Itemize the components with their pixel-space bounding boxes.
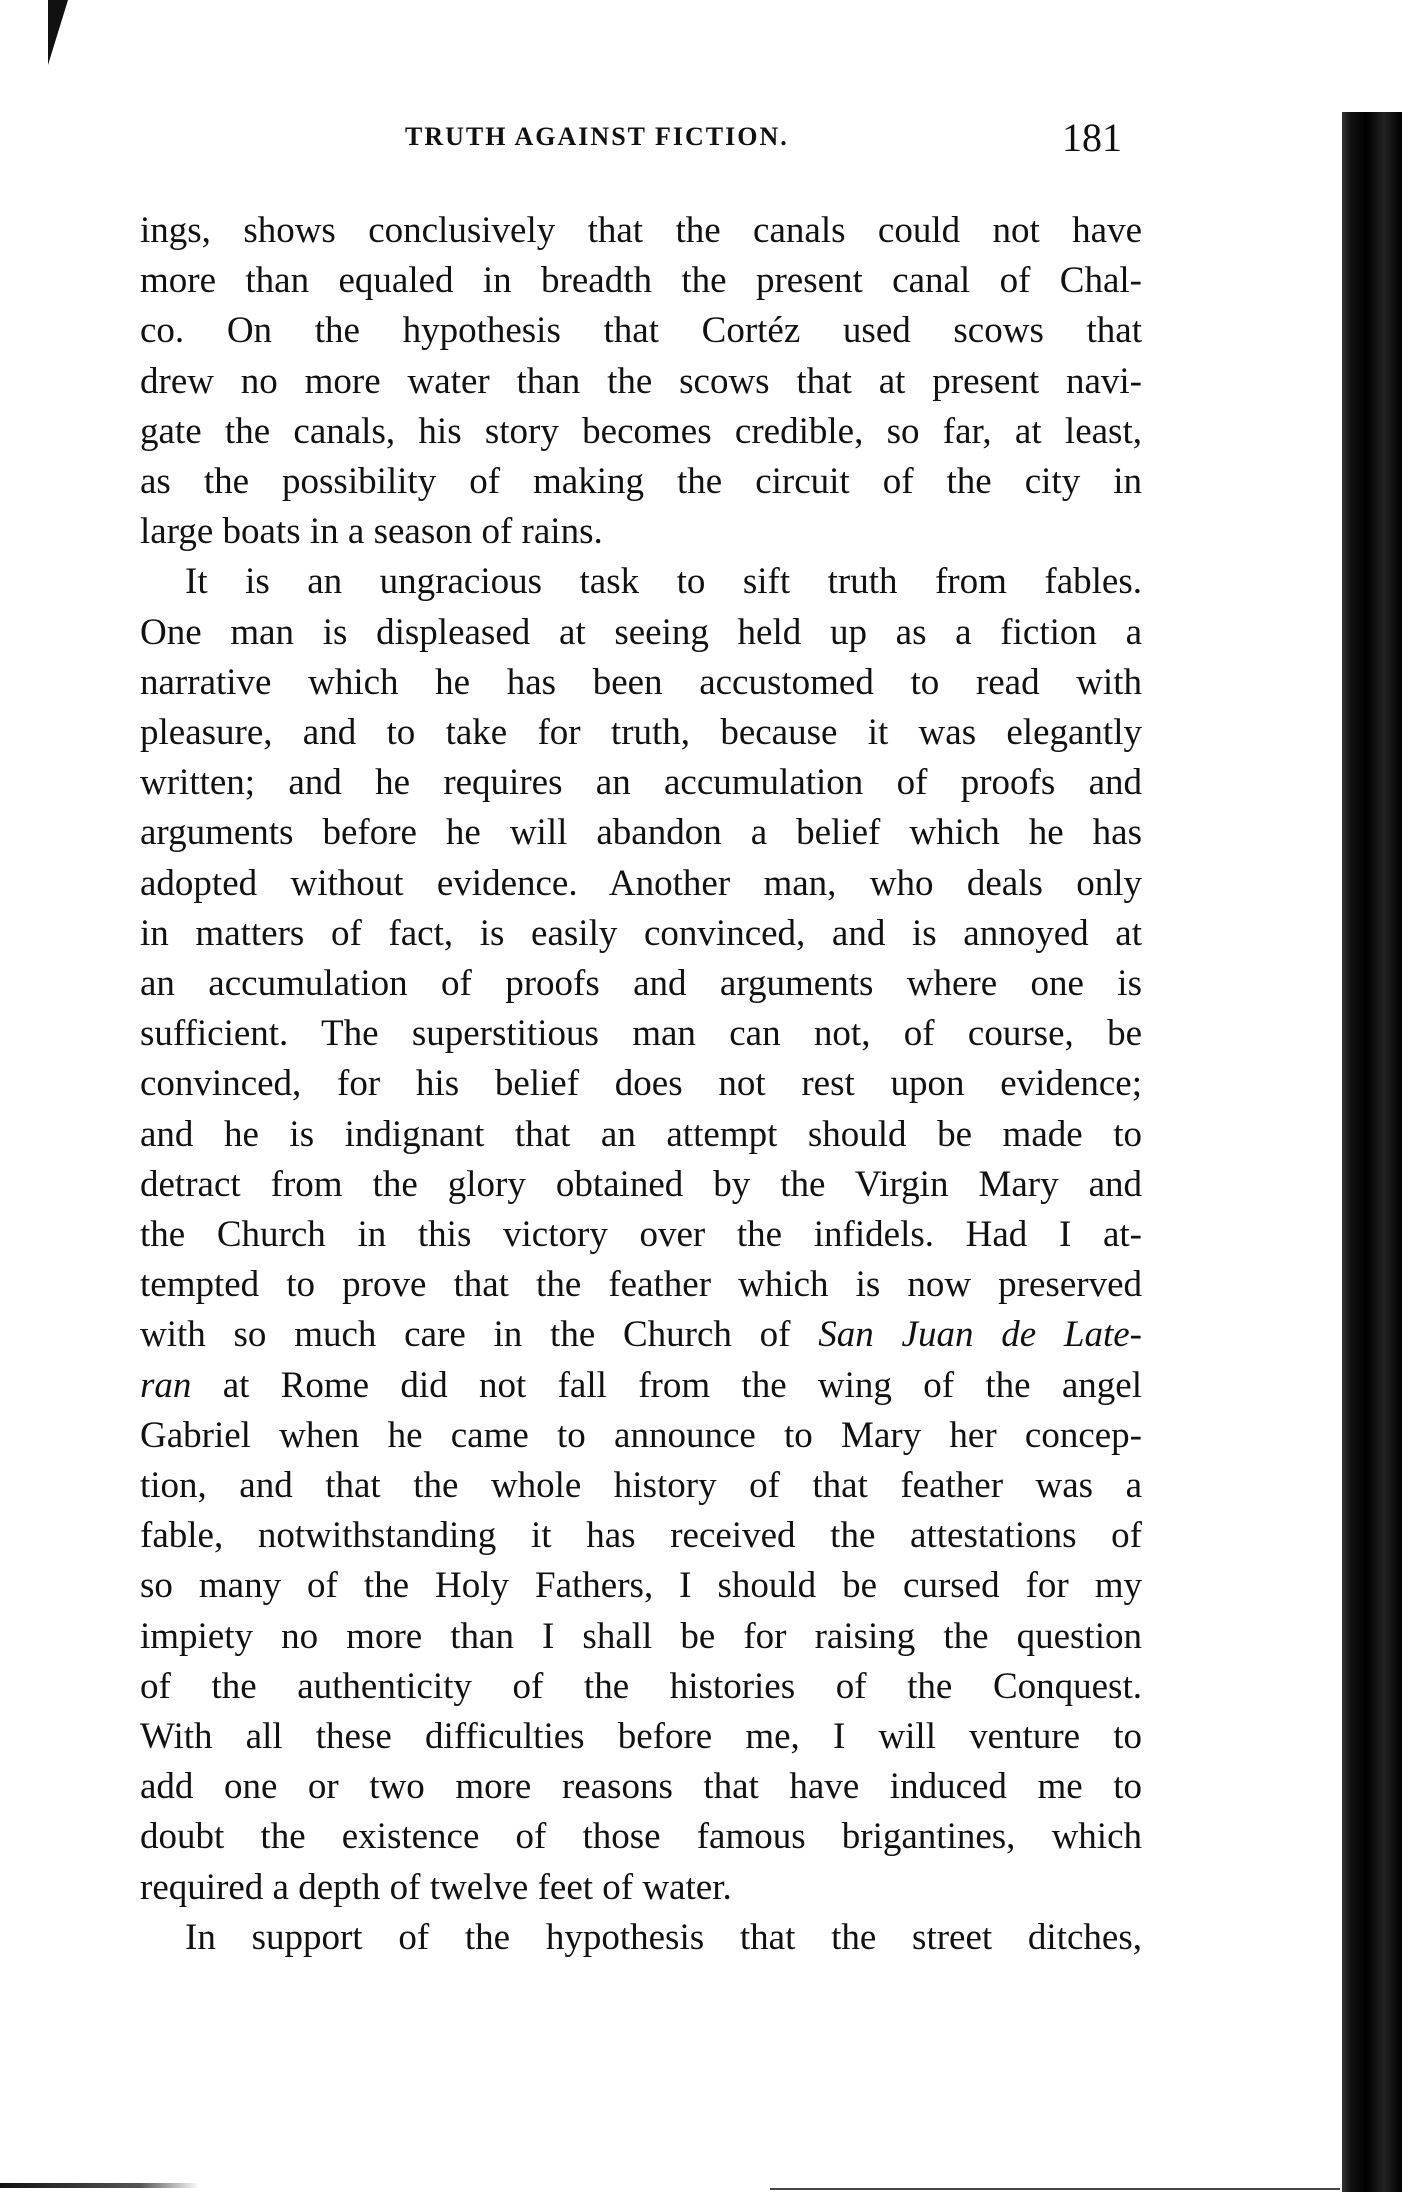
line-text: an accumulation of proofs and arguments where one is: [140, 963, 1142, 1004]
italic-text: San Juan de Late-: [818, 1314, 1142, 1356]
line-text: detract from the glory obtained by the Virgin Mary and: [140, 1163, 1142, 1205]
line-text: co. On the hypothesis that Cortéz used scows that: [140, 310, 1142, 352]
text-line: [140, 1511, 1142, 1561]
line-text: doubt the existence of those famous brigantines, which: [140, 1816, 1142, 1858]
text-line: [140, 1812, 1142, 1862]
text-line: [140, 1662, 1142, 1712]
text-line: [185, 1913, 1142, 1963]
text-line: [140, 1411, 1142, 1461]
line-text: as the possibility of making the circuit of the city in: [140, 461, 1142, 502]
line-text: arguments before he will abandon a belief which he has: [140, 812, 1142, 854]
text-line: [140, 507, 1142, 557]
text-line: [140, 1009, 1142, 1059]
text-line: [140, 1863, 1142, 1913]
text-line: [140, 206, 1142, 256]
text-line: [140, 658, 1142, 708]
text-line: [185, 557, 1142, 607]
text-line: [140, 909, 1142, 959]
line-text: gate the canals, his story becomes credible, so far, at least,: [140, 410, 1142, 452]
line-text: tion, and that the whole history of that feather was a: [140, 1465, 1142, 1506]
text-line: [140, 357, 1142, 407]
line-text: sufficient. The superstitious man can not, of course, be: [140, 1013, 1142, 1055]
line-text: Gabriel when he came to announce to Mary her concep-: [140, 1414, 1142, 1456]
line-text: ings, shows conclusively that the canals could not have: [140, 210, 1142, 251]
line-text: pleasure, and to take for truth, because it was elegantly: [140, 712, 1142, 753]
line-text: large boats in a season of rains.: [140, 511, 603, 553]
text-line: [140, 407, 1142, 457]
text-line: [140, 1561, 1142, 1611]
text-line: [140, 1160, 1142, 1210]
line-text: It is an ungracious task to sift truth from fables.: [185, 561, 1142, 603]
line-text: impiety no more than I shall be for raising the question: [140, 1615, 1142, 1657]
line-text: One man is displeased at seeing held up as a fiction a: [140, 611, 1142, 653]
text-line: [140, 1310, 1142, 1360]
line-text: drew no more water than the scows that at present navi-: [140, 360, 1142, 402]
running-title: TRUTH AGAINST FICTION.: [405, 122, 789, 151]
line-text: of the authenticity of the histories of the Conquest.: [140, 1665, 1142, 1707]
text-line: [140, 758, 1142, 808]
line-text: adopted without evidence. Another man, who deals only: [140, 862, 1142, 904]
text-line: [140, 1110, 1142, 1160]
line-text: the Church in this victory over the infidels. Had I at-: [140, 1214, 1142, 1255]
line-text: add one or two more reasons that have induced me to: [140, 1766, 1142, 1808]
binding-shadow: [1342, 112, 1402, 2192]
line-text: in matters of fact, is easily convinced, and is annoyed at: [140, 912, 1142, 954]
text-line: [140, 959, 1142, 1009]
text-line: [140, 1461, 1142, 1511]
text-line: [140, 256, 1142, 306]
line-text: fable, notwithstanding it has received the attestations of: [140, 1515, 1142, 1557]
text-line: [140, 457, 1142, 507]
line-text: and he is indignant that an attempt should be made to: [140, 1113, 1142, 1155]
text-line: [140, 708, 1142, 758]
line-text: so many of the Holy Fathers, I should be cursed for my: [140, 1565, 1142, 1607]
text-line: [140, 1210, 1142, 1260]
line-text: convinced, for his belief does not rest upon evidence;: [140, 1063, 1142, 1105]
page-corner-mark: [48, 0, 74, 65]
text-line: [140, 1361, 1142, 1411]
text-line: [140, 1059, 1142, 1109]
scan-edge-mark: [0, 2183, 200, 2188]
line-text: written; and he requires an accumulation of proofs and: [140, 762, 1142, 804]
text-line: [140, 1762, 1142, 1812]
line-text: With all these difficulties before me, I will venture to: [140, 1716, 1142, 1757]
line-text: more than equaled in breadth the present canal of Chal-: [140, 260, 1142, 302]
line-text: In support of the hypothesis that the street ditches,: [185, 1916, 1142, 1958]
text-line: [140, 1260, 1142, 1310]
text-line: [140, 1612, 1142, 1662]
text-line: [140, 1712, 1142, 1762]
scan-edge-line: [770, 2188, 1340, 2190]
text-line: [140, 808, 1142, 858]
line-text: with so much care in the Church of: [140, 1314, 819, 1356]
text-line: [140, 859, 1142, 909]
line-text: at Rome did not fall from the wing of the angel: [222, 1364, 1143, 1406]
line-text: narrative which he has been accustomed to read with: [140, 661, 1142, 703]
text-line: [140, 608, 1142, 658]
text-line: [140, 306, 1142, 356]
italic-text: ran: [140, 1364, 192, 1406]
line-text: tempted to prove that the feather which is now preserved: [140, 1264, 1142, 1306]
page-number: 181: [1062, 115, 1122, 160]
line-text: required a depth of twelve feet of water.: [140, 1866, 732, 1908]
